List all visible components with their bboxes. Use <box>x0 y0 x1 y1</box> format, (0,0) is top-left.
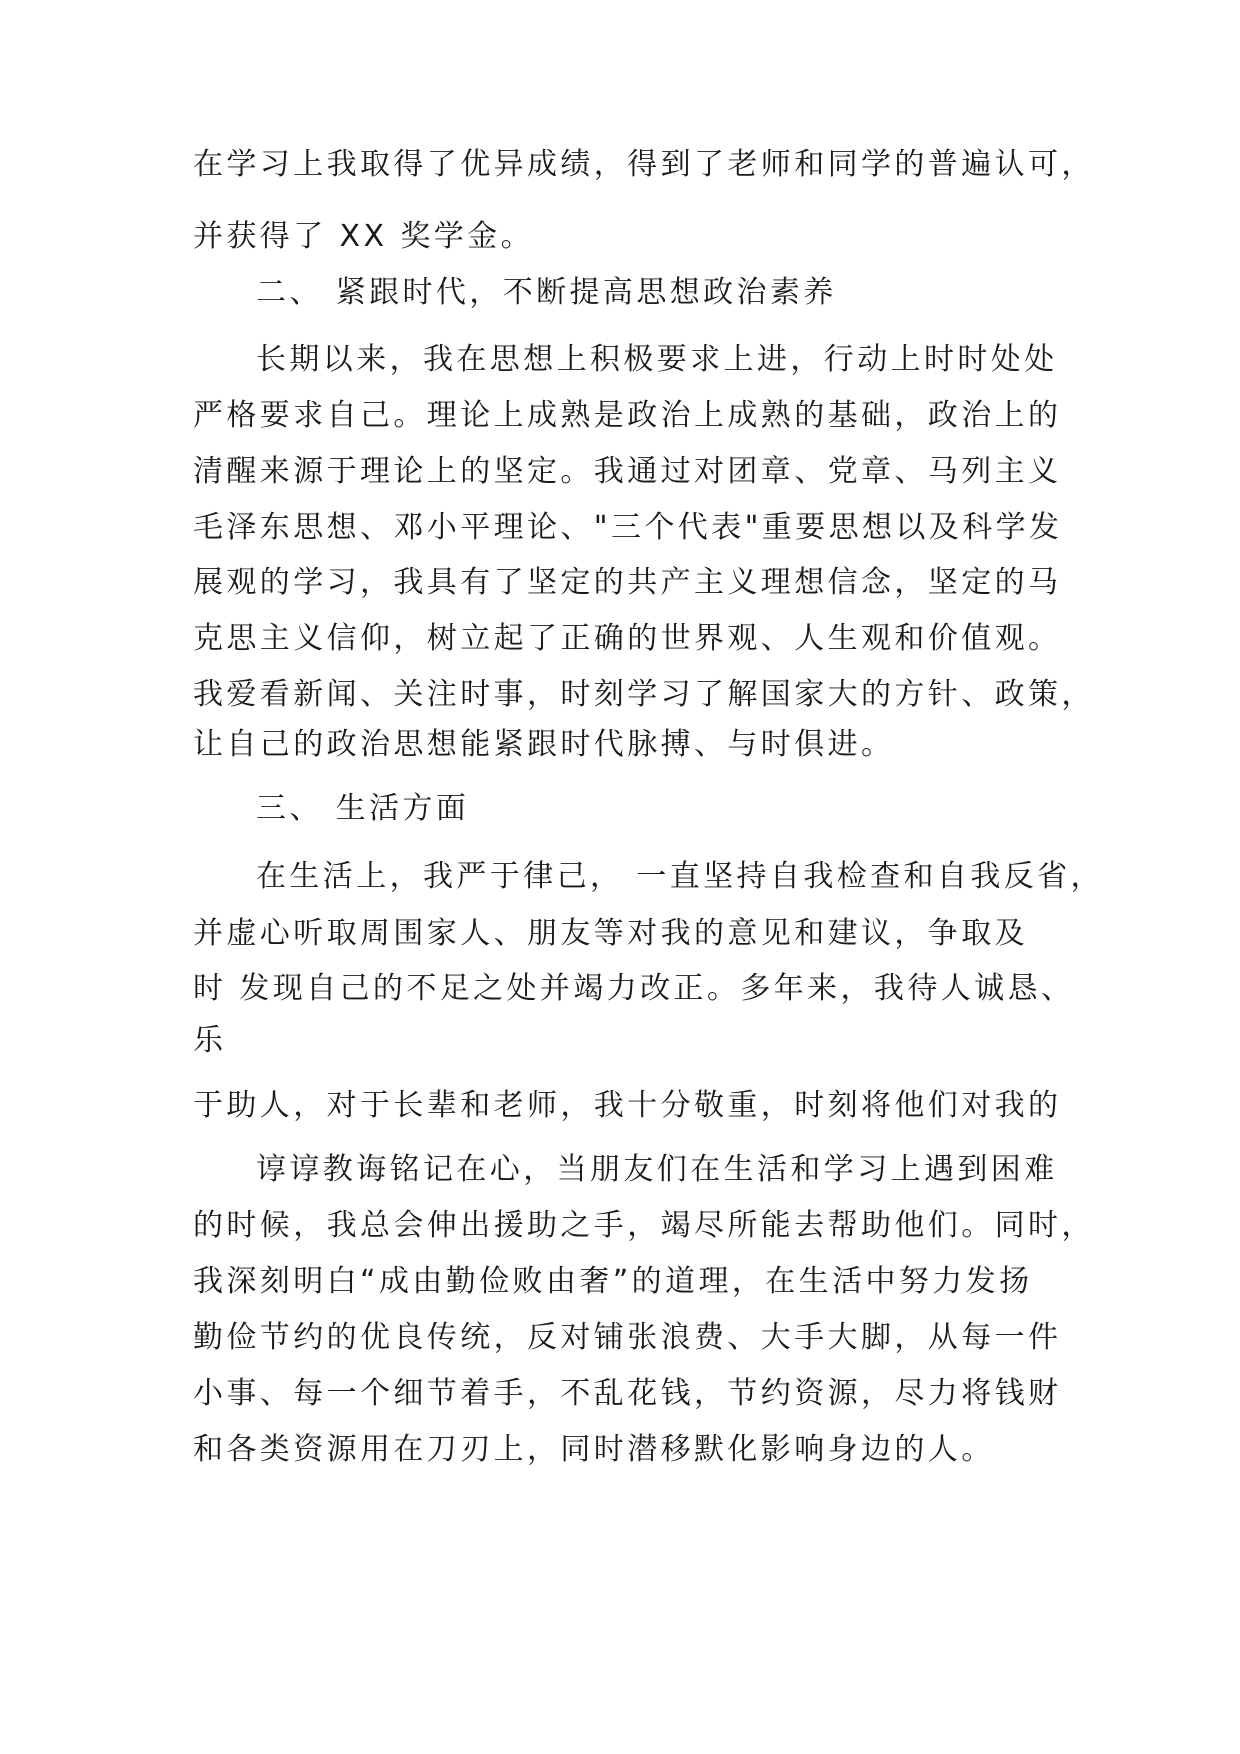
body-text-line: 小事、每一个细节着手，不乱花钱，节约资源，尽力将钱财 <box>193 1376 1062 1411</box>
body-text-line: 的时候，我总会伸出援助之手，竭尽所能去帮助他们。同时， <box>193 1208 1095 1243</box>
body-text-line: 乐 <box>193 1023 227 1058</box>
section-heading: 三、 生活方面 <box>256 791 470 826</box>
body-text-line: 让自己的政治思想能紧跟时代脉搏、与时俱进。 <box>193 727 895 762</box>
body-text-line: 我深刻明白“成由勤俭败由奢”的道理，在生活中努力发扬 <box>193 1264 1033 1299</box>
body-text-line: 展观的学习，我具有了坚定的共产主义理想信念，坚定的马 <box>193 565 1062 600</box>
body-text-line: 谆谆教诲铭记在心，当朋友们在生活和学习上遇到困难 <box>256 1152 1058 1187</box>
body-text-line: 勤俭节约的优良传统，反对铺张浪费、大手大脚，从每一件 <box>193 1320 1062 1355</box>
body-text-line: 时 发现自己的不足之处并竭力改正。多年来，我待人诚恳、 <box>193 971 1075 1006</box>
body-text-line: 在生活上，我严于律己， 一直坚持自我检查和自我反省， <box>256 859 1104 894</box>
body-text-line: 在学习上我取得了优异成绩，得到了老师和同学的普遍认可， <box>193 147 1095 182</box>
body-text-line: 并虚心听取周围家人、朋友等对我的意见和建议，争取及 <box>193 916 1028 951</box>
body-text-line: 清醒来源于理论上的坚定。我通过对团章、党章、马列主义 <box>193 454 1062 489</box>
body-text-line: 于助人，对于长辈和老师，我十分敬重，时刻将他们对我的 <box>193 1088 1062 1123</box>
section-heading: 二、 紧跟时代，不断提高思想政治素养 <box>256 275 837 310</box>
body-text-line: 和各类资源用在刀刃上，同时潜移默化影响身边的人。 <box>193 1432 995 1467</box>
body-text-line: 我爱看新闻、关注时事，时刻学习了解国家大的方针、政策， <box>193 677 1095 712</box>
body-text-line: 长期以来，我在思想上积极要求上进，行动上时时处处 <box>256 342 1058 377</box>
body-text-line: 毛泽东思想、邓小平理论、"三个代表"重要思想以及科学发 <box>193 510 1063 545</box>
body-text-line: 克思主义信仰，树立起了正确的世界观、人生观和价值观。 <box>193 621 1062 656</box>
body-text-line: 并获得了 XX 奖学金。 <box>193 219 534 254</box>
body-text-line: 严格要求自己。理论上成熟是政治上成熟的基础，政治上的 <box>193 398 1062 433</box>
